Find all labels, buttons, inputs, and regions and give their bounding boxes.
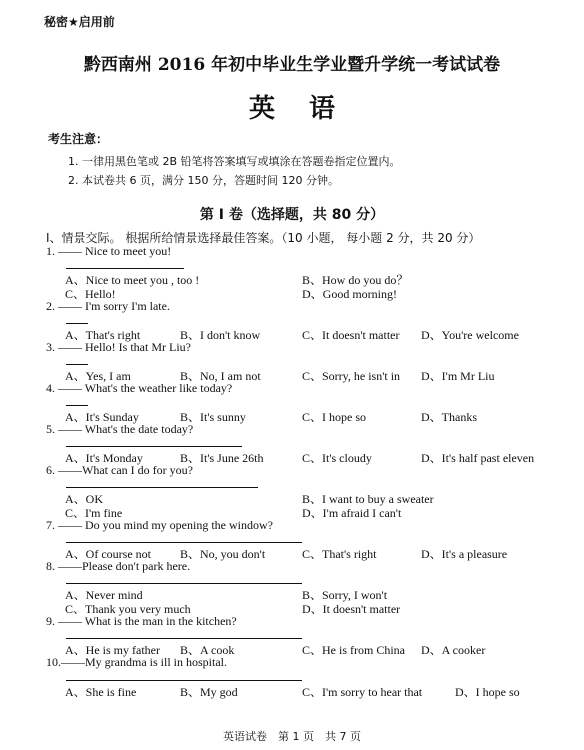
option-8-a: A、Never mind xyxy=(65,588,143,602)
option-4-b: B、It's sunny xyxy=(180,410,246,424)
option-5-b: B、It's June 26th xyxy=(180,451,264,465)
option-8-d: D、It doesn't matter xyxy=(302,602,401,616)
notice-item-2: 2. 本试卷共 6 页，满分 150 分，答题时间 120 分钟。 xyxy=(68,174,339,187)
question-6: 6. ——What can I do for you? xyxy=(46,463,193,477)
option-8-c: C、Thank you very much xyxy=(65,602,191,616)
answer-blank xyxy=(66,364,88,365)
answer-blank xyxy=(66,638,302,639)
option-2-c: C、It doesn't matter xyxy=(302,328,400,342)
option-4-d: D、Thanks xyxy=(421,410,477,424)
question-3: 3. —— Hello! Is that Mr Liu? xyxy=(46,340,191,354)
option-10-a: A、She is fine xyxy=(65,685,137,699)
notice-heading: 考生注意： xyxy=(48,132,109,146)
option-3-b: B、No, I am not xyxy=(180,369,261,383)
option-2-b: B、I don't know xyxy=(180,328,261,342)
option-1-b: B、How do you do？ xyxy=(302,273,409,287)
option-6-c: C、I'm fine xyxy=(65,506,123,520)
question-9: 9. —— What is the man in the kitchen? xyxy=(46,614,237,628)
option-6-d: D、I'm afraid I can't xyxy=(302,506,402,520)
option-9-a: A、He is my father xyxy=(65,643,160,657)
option-4-a: A、It's Sunday xyxy=(65,410,139,424)
option-7-d: D、It's a pleasure xyxy=(421,547,508,561)
option-6-b: B、I want to buy a sweater xyxy=(302,492,434,506)
question-4: 4. —— What's the weather like today? xyxy=(46,381,233,395)
section-instructions: I、情景交际。 根据所给情景选择最佳答案。（10 小题， 每小题 2 分，共 20 分） xyxy=(46,231,481,245)
answer-blank xyxy=(66,542,302,543)
option-10-d: D、I hope so xyxy=(455,685,520,699)
exam-title: 黔西南州 2016 年初中毕业生学业暨升学统一考试试卷 xyxy=(83,55,501,75)
option-5-c: C、It's cloudy xyxy=(302,451,372,465)
option-9-b: B、A cook xyxy=(180,643,235,657)
answer-blank xyxy=(66,323,88,324)
question-5: 5. —— What's the date today? xyxy=(46,422,194,436)
question-10: 10.——My grandma is ill in hospital. xyxy=(46,655,227,669)
answer-blank xyxy=(66,583,302,584)
option-3-a: A、Yes, I am xyxy=(65,369,131,383)
notice-item-1: 1. 一律用黑色笔或 2B 铅笔将答案填写或填涂在答题卷指定位置内。 xyxy=(68,155,401,168)
option-10-b: B、My god xyxy=(180,685,238,699)
option-9-c: C、He is from China xyxy=(302,643,405,657)
option-7-c: C、That's right xyxy=(302,547,377,561)
answer-blank xyxy=(66,680,302,681)
question-1: 1. —— Nice to meet you! xyxy=(46,244,172,258)
question-2: 2. —— I'm sorry I'm late. xyxy=(46,299,170,313)
option-2-a: A、That's right xyxy=(65,328,141,342)
question-7: 7. —— Do you mind my opening the window? xyxy=(46,518,273,532)
option-4-c: C、I hope so xyxy=(302,410,366,424)
option-9-d: D、A cooker xyxy=(421,643,486,657)
subject-title: 英语 xyxy=(248,94,369,124)
page-footer: 英语试卷 第 1 页 共 7 页 xyxy=(223,730,361,743)
option-7-a: A、Of course not xyxy=(65,547,151,561)
option-1-a: A、Nice to meet you , too ! xyxy=(65,273,200,287)
answer-blank xyxy=(66,405,88,406)
option-10-c: C、I'm sorry to hear that xyxy=(302,685,423,699)
part-heading: 第 I 卷（选择题，共 80 分） xyxy=(199,207,385,223)
option-3-d: D、I'm Mr Liu xyxy=(421,369,495,383)
option-1-d: D、Good morning! xyxy=(302,287,397,301)
confidential-label: 秘密★启用前 xyxy=(44,15,115,29)
option-8-b: B、Sorry, I won't xyxy=(302,588,388,602)
option-1-c: C、Hello! xyxy=(65,287,116,301)
question-8: 8. ——Please don't park here. xyxy=(46,559,191,573)
option-6-a: A、OK xyxy=(65,492,103,506)
option-5-a: A、It's Monday xyxy=(65,451,143,465)
answer-blank xyxy=(66,487,258,488)
answer-blank xyxy=(66,268,184,269)
option-3-c: C、Sorry, he isn't in xyxy=(302,369,401,383)
option-7-b: B、No, you don't xyxy=(180,547,266,561)
option-5-d: D、It's half past eleven xyxy=(421,451,535,465)
answer-blank xyxy=(66,446,242,447)
option-2-d: D、You're welcome xyxy=(421,328,519,342)
